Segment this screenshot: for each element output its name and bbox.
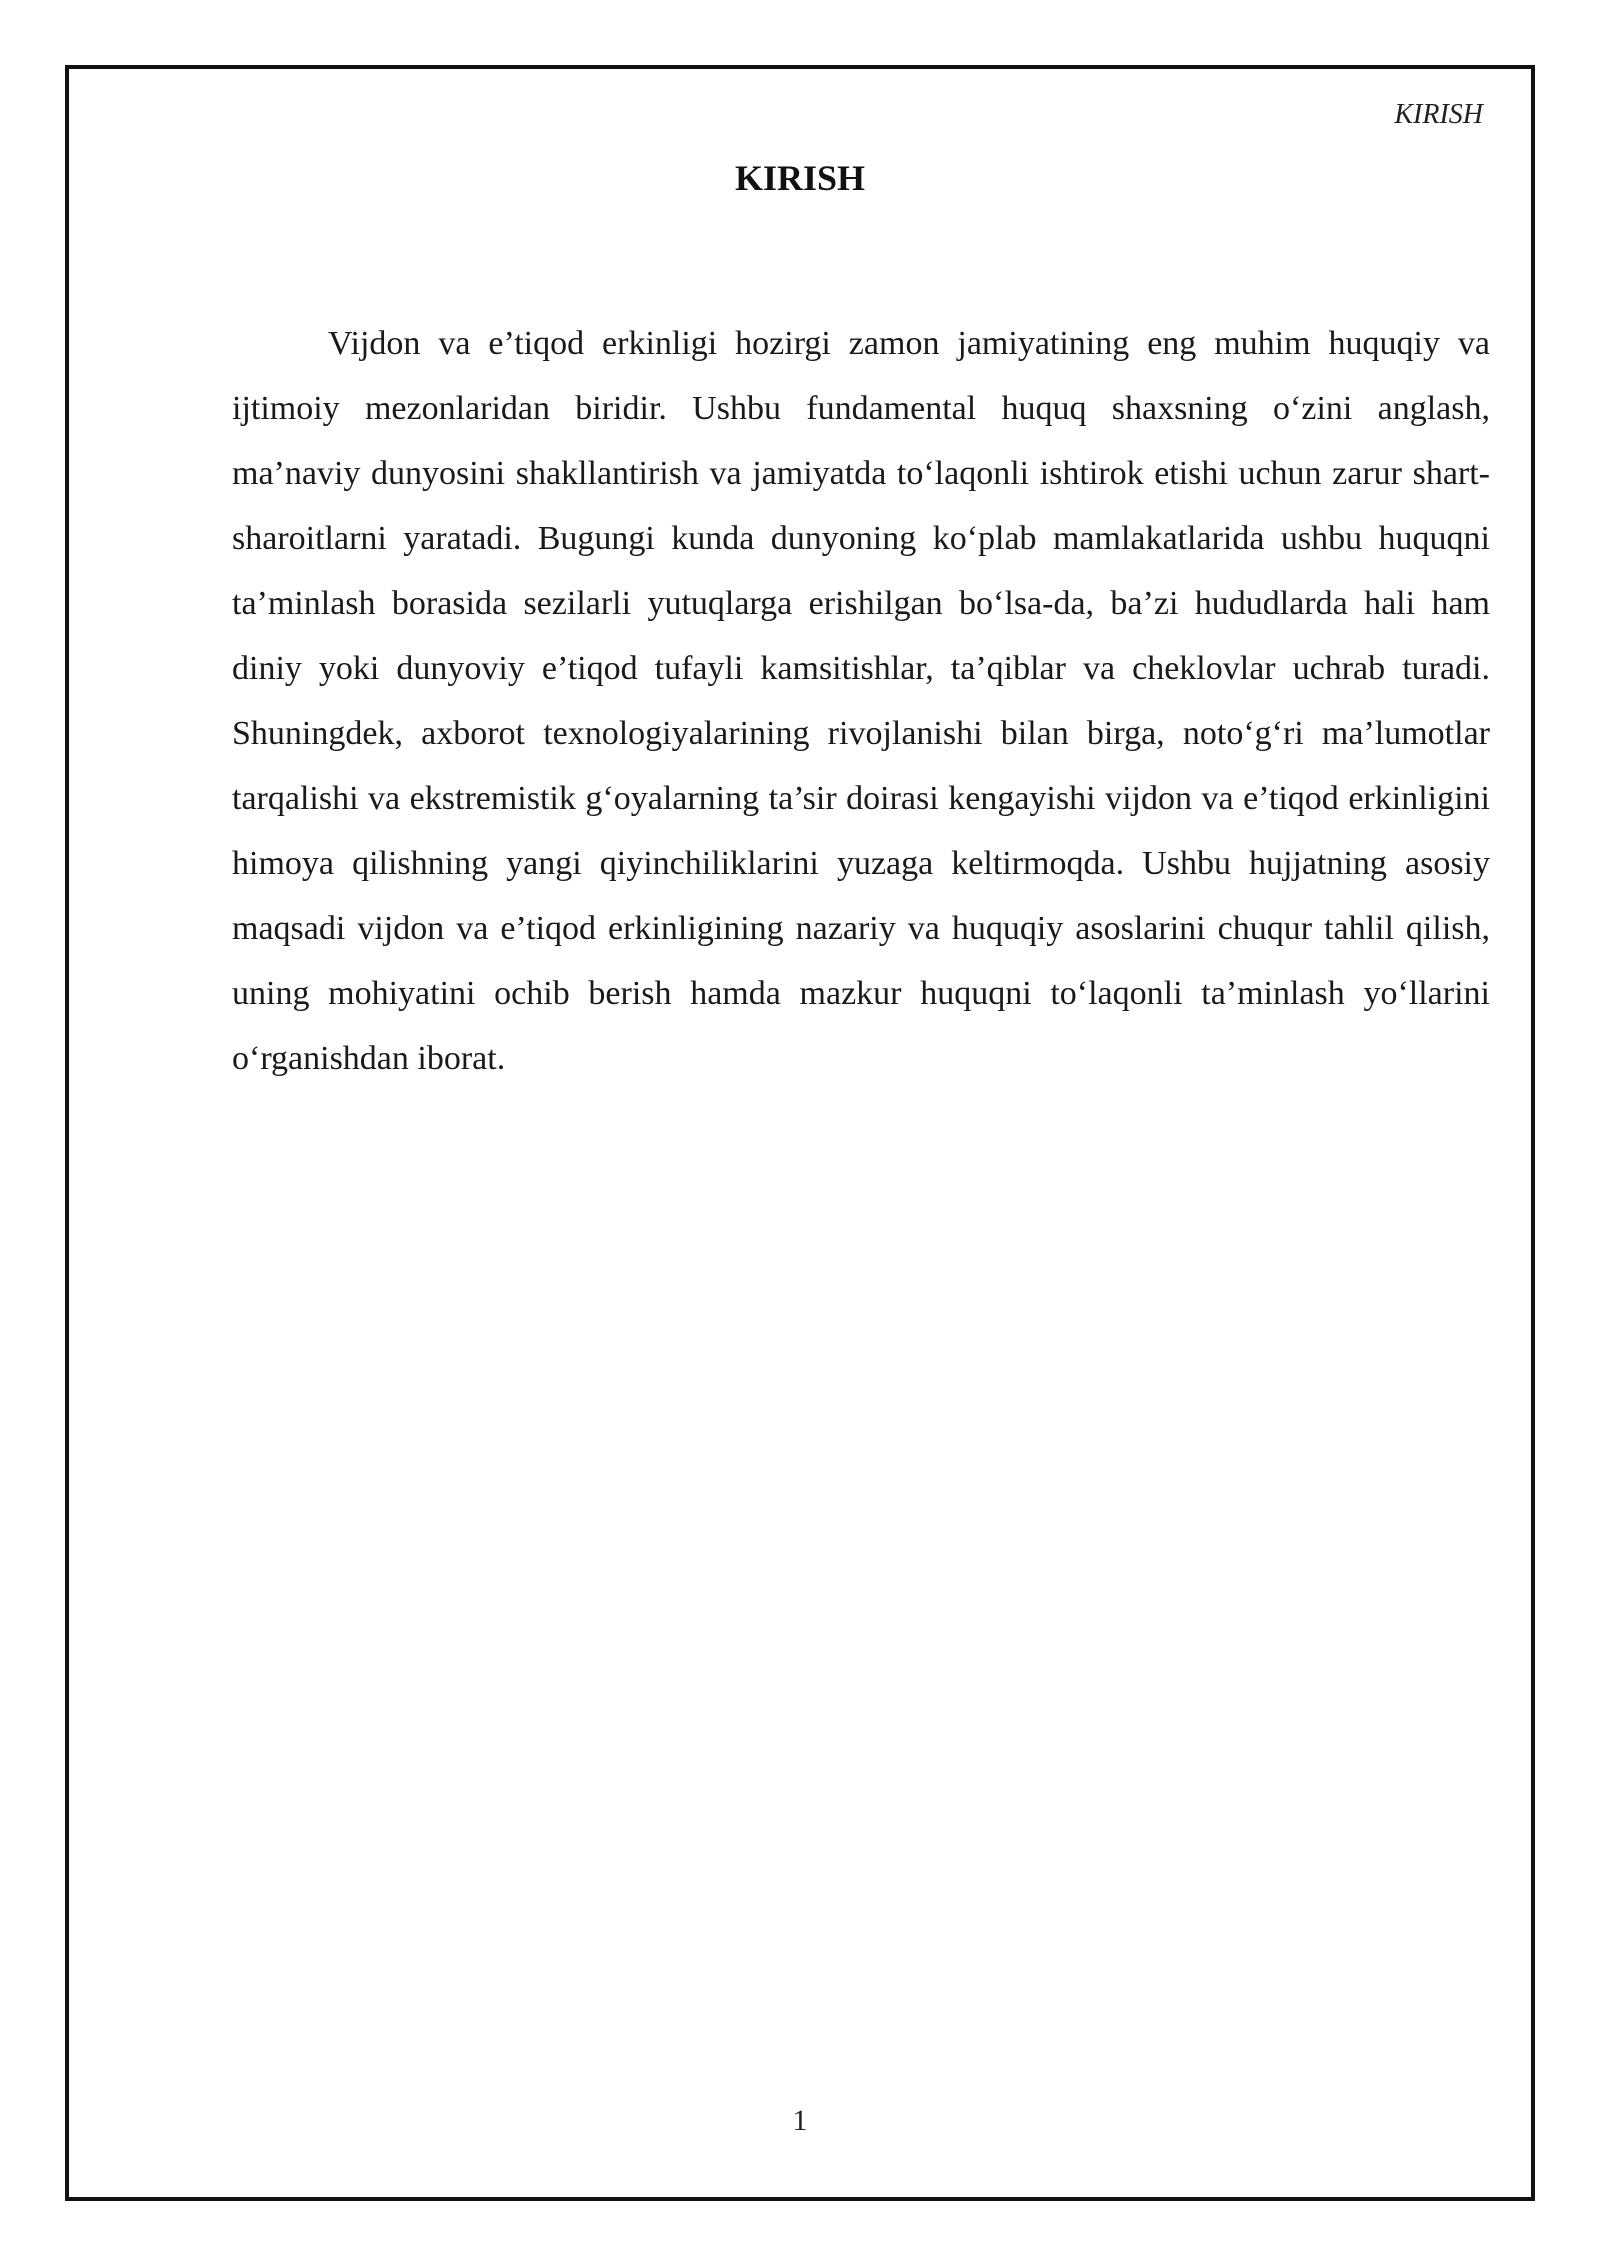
running-header: KIRISH [1394,99,1483,130]
page-title: KIRISH [734,158,866,198]
body-paragraph: Vijdon va e’tiqod erkinligi hozirgi zamon jamiyatining eng muhim huquqiy va ijtimoiy mezonlaridan biridir. Ushbu fundamental huquq shaxsning o‘zini anglash, ma’naviy dunyosini shakllantirish va jamiyatda to‘laqonli ishtirok etishi uchun zarur shart-sharoitlarni yaratadi. Bugungi kunda dunyoning ko‘plab mamlakatlarida ushbu huquqni ta’minlash borasida sezilarli yutuqlarga erishilgan bo‘lsa-da, ba’zi hududlarda hali ham diniy yoki dunyoviy e’tiqod tufayli kamsitishlar, ta’qiblar va cheklovlar uchrab turadi. Shuningdek, axborot texnologiyalarining rivojlanishi bilan birga, noto‘g‘ri ma’lumotlar tarqalishi va ekstremistik g‘oyalarning ta’sir doirasi kengayishi vijdon va e’tiqod erkinligini himoya qilishning yangi qiyinchiliklarini yuzaga keltirmoqda. Ushbu hujjatning asosiy maqsadi vijdon va e’tiqod erkinligining nazariy va huquqiy asoslarini chuqur tahlil qilish, uning mohiyatini ochib berish hamda mazkur huquqni to‘laqonli ta’minlash yo‘llarini o‘rganishdan iborat. [232,325,1490,1077]
page-border [65,65,1535,2201]
page-number: 1 [792,2104,808,2137]
